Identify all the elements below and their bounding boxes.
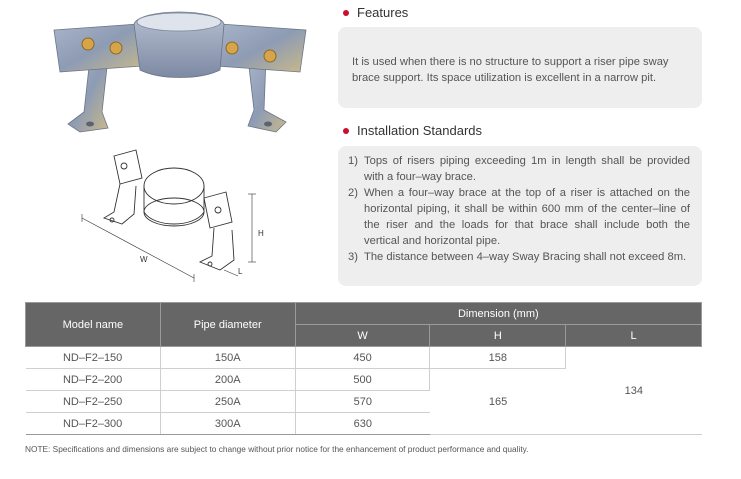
cell-pipe: 300A bbox=[160, 413, 295, 435]
bullet-dot-icon bbox=[343, 128, 349, 134]
features-box bbox=[338, 27, 702, 108]
features-heading bbox=[343, 5, 408, 20]
dimension-label-h: H bbox=[258, 229, 264, 238]
cell-w: 500 bbox=[295, 369, 430, 391]
header-dimension: Dimension (mm) bbox=[295, 303, 701, 325]
cell-w: 630 bbox=[295, 413, 430, 435]
header-h: H bbox=[430, 325, 566, 347]
header-w: W bbox=[295, 325, 430, 347]
product-photo bbox=[50, 0, 314, 145]
header-model-name: Model name bbox=[26, 303, 161, 347]
cell-pipe: 250A bbox=[160, 391, 295, 413]
list-item-text: The distance between 4–way Sway Bracing shall not exceed 8m. bbox=[364, 251, 687, 263]
dimension-drawing bbox=[74, 138, 284, 288]
cell-w: 450 bbox=[295, 347, 430, 369]
dimension-label-l: L bbox=[238, 267, 243, 276]
cell-model: ND–F2–250 bbox=[26, 391, 161, 413]
features-text: It is used when there is no structure to support a riser pipe sway brace support. Its space utilization is excellent in a narrow pit. bbox=[352, 56, 669, 84]
cell-h: 165 bbox=[430, 369, 566, 435]
cell-w: 570 bbox=[295, 391, 430, 413]
bullet-dot-icon bbox=[343, 10, 349, 16]
cell-l: 134 bbox=[566, 347, 702, 435]
list-item-text: When a four–way brace at the top of a riser is attached on the horizontal piping, it shall be within 600 mm of the center–line of the riser and the loads for that brace shall include both the vertical and horizontal pipe. bbox=[364, 187, 690, 247]
table-row bbox=[26, 347, 702, 369]
features-title: Features bbox=[357, 5, 409, 20]
list-item-number: 3) bbox=[348, 251, 358, 263]
spec-table bbox=[25, 302, 702, 435]
dimension-label-w: W bbox=[140, 255, 148, 264]
installation-title: Installation Standards bbox=[357, 123, 483, 138]
list-item bbox=[348, 249, 690, 265]
installation-heading bbox=[343, 123, 482, 138]
cell-model: ND–F2–150 bbox=[26, 347, 161, 369]
cell-pipe: 150A bbox=[160, 347, 295, 369]
list-item bbox=[348, 185, 690, 249]
cell-model: ND–F2–300 bbox=[26, 413, 161, 435]
cell-h: 158 bbox=[430, 347, 566, 369]
list-item bbox=[348, 153, 690, 185]
header-l: L bbox=[566, 325, 702, 347]
list-item-number: 1) bbox=[348, 155, 358, 167]
cell-pipe: 200A bbox=[160, 369, 295, 391]
list-item-number: 2) bbox=[348, 187, 358, 199]
list-item-text: Tops of risers piping exceeding 1m in length shall be provided with a four–way brace. bbox=[364, 155, 690, 183]
cell-model: ND–F2–200 bbox=[26, 369, 161, 391]
installation-box bbox=[338, 146, 702, 286]
installation-list bbox=[348, 153, 690, 265]
footnote: NOTE: Specifications and dimensions are subject to change without prior notice for the enhancement of product performance and quality. bbox=[25, 444, 529, 454]
header-pipe-diameter: Pipe diameter bbox=[160, 303, 295, 347]
